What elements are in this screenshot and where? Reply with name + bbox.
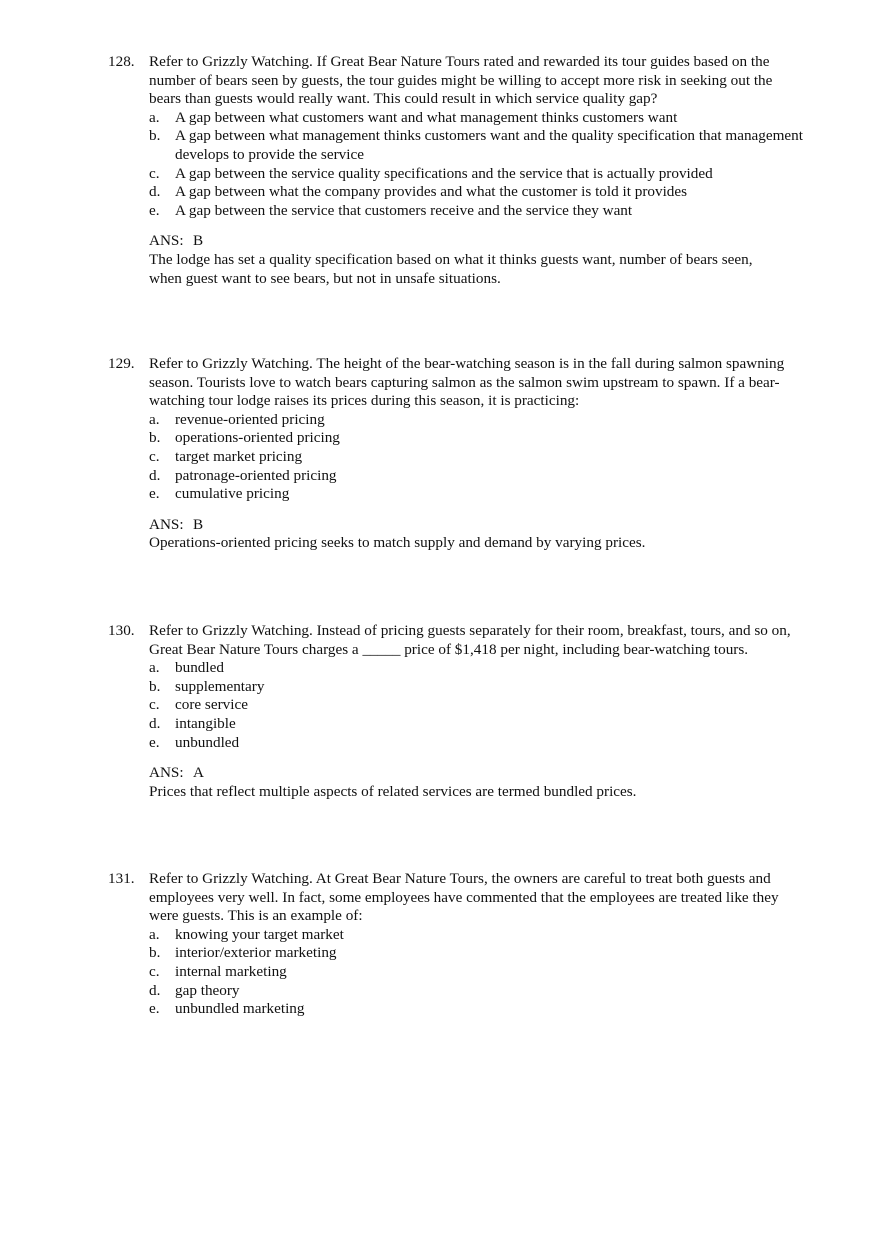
option-text: A gap between what the company provides and what the customer is told it provides <box>175 183 688 201</box>
option-text: patronage-oriented pricing <box>175 466 337 484</box>
option-e <box>149 202 808 221</box>
option-letter: d. <box>149 981 161 999</box>
option-list <box>108 926 808 1019</box>
option-letter: c. <box>149 164 160 182</box>
option-list <box>108 109 808 221</box>
option-text: core service <box>175 696 248 714</box>
option-d <box>149 982 808 1001</box>
question-number: 128. <box>108 53 135 70</box>
option-text: intangible <box>175 714 236 732</box>
option-text: supplementary <box>175 677 265 695</box>
option-e <box>149 734 808 753</box>
question-text: Refer to Grizzly Watching. Instead of pricing guests separately for their room, breakfast, tours, and so on, Great Bear Nature Tours charges a _____ price of $1,418 per night, including bear-watching tours. <box>149 622 791 658</box>
option-c <box>149 963 808 982</box>
question-130 <box>108 622 808 801</box>
option-d <box>149 183 808 202</box>
option-letter: e. <box>149 485 160 503</box>
option-letter: a. <box>149 410 160 428</box>
option-b <box>149 944 808 963</box>
option-text: unbundled <box>175 733 240 751</box>
answer-block <box>149 516 808 553</box>
option-text: interior/exterior marketing <box>175 944 337 962</box>
question-stem <box>108 53 808 109</box>
option-text: A gap between the service quality specifications and the service that is actually provided <box>175 164 713 182</box>
option-a <box>149 411 808 430</box>
answer-block <box>149 764 808 801</box>
option-letter: e. <box>149 201 160 219</box>
answer-label: ANS: <box>149 764 184 782</box>
question-stem <box>108 622 808 659</box>
option-a <box>149 926 808 945</box>
option-c <box>149 165 808 184</box>
answer-line <box>149 764 808 783</box>
question-129 <box>108 355 808 553</box>
answer-explanation: The lodge has set a quality specification based on what it thinks guests want, number of bears seen, when guest want to see bears, but not in unsafe situations. <box>149 250 753 287</box>
option-text: unbundled marketing <box>175 1000 305 1018</box>
option-letter: b. <box>149 127 161 145</box>
option-text: knowing your target market <box>175 925 344 943</box>
option-text: gap theory <box>175 981 240 999</box>
question-text: Refer to Grizzly Watching. If Great Bear Nature Tours rated and rewarded its tour guides based on the number of bears seen by guests, the tour guides might be willing to accept more risk in seeking out the bears than guests would really want. This could result in which service quality gap? <box>149 53 773 108</box>
question-stem <box>108 870 808 926</box>
option-letter: a. <box>149 925 160 943</box>
option-b <box>149 429 808 448</box>
option-letter: c. <box>149 447 160 465</box>
option-letter: b. <box>149 944 161 962</box>
answer-block <box>149 232 808 288</box>
option-letter: a. <box>149 659 160 677</box>
question-text: Refer to Grizzly Watching. The height of the bear-watching season is in the fall during salmon spawning season. Tourists love to watch bears capturing salmon as the salmon swim upstream to spawn. If a bear-watching tour lodge raises its prices during this season, it is practicing: <box>149 355 785 410</box>
option-c <box>149 448 808 467</box>
answer-explanation: Operations-oriented pricing seeks to match supply and demand by varying prices. <box>149 534 646 552</box>
question-128 <box>108 53 808 288</box>
answer-value: B <box>193 232 204 250</box>
option-text: A gap between what customers want and what management thinks customers want <box>175 108 678 126</box>
option-text: A gap between what management thinks customers want and the quality specification that management develops to provide the service <box>175 127 803 163</box>
option-text: A gap between the service that customers receive and the service they want <box>175 201 633 219</box>
answer-explanation: Prices that reflect multiple aspects of related services are termed bundled prices. <box>149 782 637 800</box>
option-list <box>108 411 808 504</box>
option-d <box>149 715 808 734</box>
option-letter: b. <box>149 429 161 447</box>
option-letter: e. <box>149 733 160 751</box>
option-a <box>149 109 808 128</box>
answer-value: B <box>193 515 204 533</box>
answer-value: A <box>193 764 204 782</box>
option-letter: c. <box>149 962 160 980</box>
option-text: cumulative pricing <box>175 485 290 503</box>
option-text: operations-oriented pricing <box>175 429 340 447</box>
option-text: revenue-oriented pricing <box>175 410 325 428</box>
question-number: 129. <box>108 355 135 372</box>
option-b <box>149 127 808 164</box>
option-e <box>149 1000 808 1019</box>
option-letter: d. <box>149 466 161 484</box>
option-b <box>149 678 808 697</box>
option-letter: b. <box>149 677 161 695</box>
option-text: target market pricing <box>175 447 303 465</box>
option-e <box>149 485 808 504</box>
answer-label: ANS: <box>149 515 184 533</box>
question-number: 131. <box>108 870 135 887</box>
question-stem <box>108 355 808 411</box>
option-letter: c. <box>149 696 160 714</box>
option-text: bundled <box>175 659 224 677</box>
question-number: 130. <box>108 622 135 639</box>
option-letter: d. <box>149 714 161 732</box>
option-letter: d. <box>149 183 161 201</box>
option-d <box>149 467 808 486</box>
option-text: internal marketing <box>175 962 287 980</box>
answer-line <box>149 516 808 535</box>
option-letter: e. <box>149 1000 160 1018</box>
answer-label: ANS: <box>149 232 184 250</box>
question-131 <box>108 870 808 1019</box>
option-letter: a. <box>149 108 160 126</box>
option-c <box>149 696 808 715</box>
option-a <box>149 659 808 678</box>
question-text: Refer to Grizzly Watching. At Great Bear Nature Tours, the owners are careful to treat both guests and employees very well. In fact, some employees have commented that the employees are treated like they were guests. This is an example of: <box>149 870 779 925</box>
answer-line <box>149 232 808 251</box>
option-list <box>108 659 808 752</box>
